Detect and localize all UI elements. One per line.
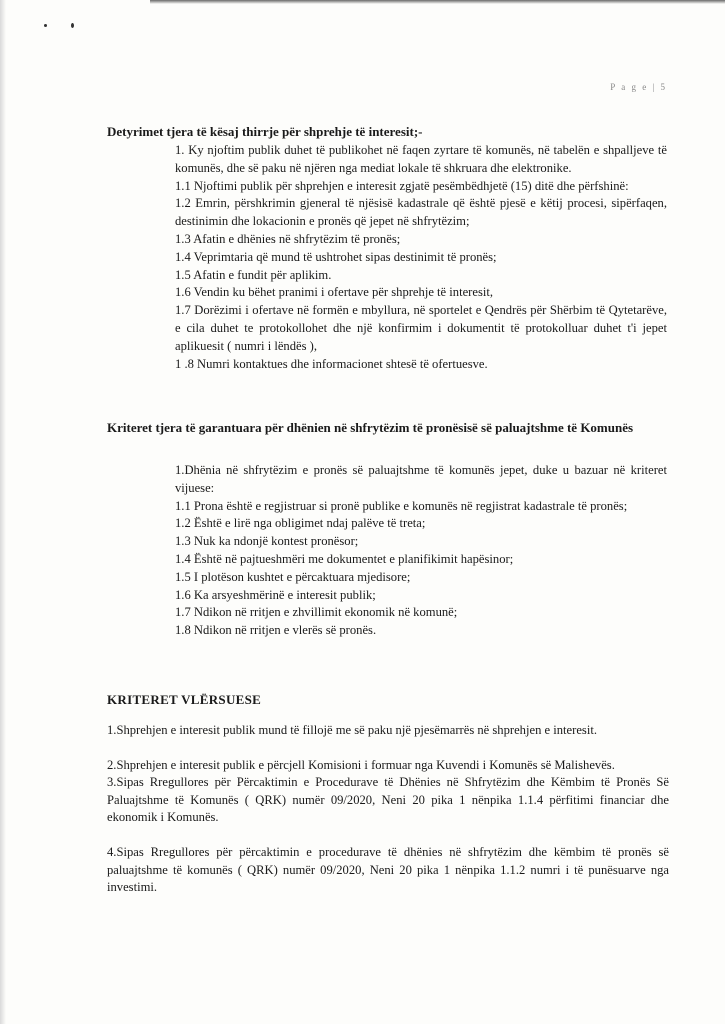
list-item: 1.5 I plotëson kushtet e përcaktuara mjedisore; — [175, 569, 411, 584]
section2-list — [175, 462, 667, 640]
list-item: 1.8 Ndikon në rritjen e vlerës së pronës. — [175, 623, 377, 638]
section1-list — [175, 142, 667, 373]
scan-left-edge — [0, 0, 6, 1024]
list-item: 1.4 Veprimtaria që mund të ushtrohet sipas destinimit të pronës; — [175, 249, 497, 264]
list-item: 1.5 Afatin e fundit për aplikim. — [175, 267, 332, 282]
list-item: 1.7 Ndikon në rritjen e zhvillimit ekonomik në komunë; — [175, 605, 458, 620]
list-item: 1.2 Emrin, përshkrimin gjeneral të njësisë kadastrale që është pjesë e këtij procesi, sipërfaqen, destinimin dhe lokacionin e pronës që jepet në shfrytëzim; — [175, 196, 667, 229]
list-item: 1.1 Njoftimi publik për shprehjen e interesit zgjatë pesëmbëdhjetë (15) ditë dhe përfshinë: — [175, 178, 629, 193]
list-item: 4.Sipas Rregullores për përcaktimin e procedurave të dhënies në shfrytëzim dhe këmbim të pronës së paluajtshme të komunës ( QRK) numër 09/2020, Neni 20 pika 1 nënpika 1.1.2 numri i të punësuarve nga investimi. — [107, 844, 669, 895]
list-item: 1.4 Është në pajtueshmëri me dokumentet e planifikimit hapësinor; — [175, 551, 514, 566]
list-item: 1. Ky njoftim publik duhet të publikohet në faqen zyrtare të komunës, në tabelën e shpalljeve të komunës, dhe së paku në njëren nga mediat lokale të shkruara dhe elektronike. — [175, 143, 667, 175]
list-item: 1.1 Prona është e regjistruar si pronë publike e komunës në regjistrat kadastrale të pronës; — [175, 498, 628, 513]
scan-speck — [71, 23, 74, 28]
list-item: 2.Shprehjen e interesit publik e përcjell Komisioni i formuar nga Kuvendi i Komunës së Malishevës. — [107, 757, 615, 772]
list-item: 3.Sipas Rregullores për Përcaktimin e Procedurave të Dhënies në Shfrytëzim dhe Këmbim të Pronës Së Paluajtshme të Komunës ( QRK) numër 09/2020, Neni 20 pika 1 nënpika 1.1.4 përfitimi financiar dhe ekonomik i Komunës. — [107, 775, 669, 825]
scan-speck — [44, 24, 47, 27]
list-item: 1.2 Është e lirë nga obligimet ndaj palëve të treta; — [175, 516, 426, 531]
section3-list — [107, 722, 669, 897]
list-item: 1 .8 Numri kontaktues dhe informacionet shtesë të ofertuesve. — [175, 356, 488, 371]
list-item: 1.3 Nuk ka ndonjë kontest pronësor; — [175, 534, 359, 549]
section2-title: Kriteret tjera të garantuara për dhënien në shfrytëzim të pronësisë së paluajtshme të Komunës — [107, 420, 634, 435]
page-number: P a g e | 5 — [610, 82, 667, 92]
list-item: 1.7 Dorëzimi i ofertave në formën e mbyllura, në sportelet e Qendrës për Shërbim të Qytetarëve, e cila duhet te protokollohet dhe një konfirmim i dokumentit të protokolluar duhet t'i jepet aplikuesit ( numri i lëndës ), — [175, 303, 667, 353]
list-item: 1.6 Ka arsyeshmërinë e interesit publik; — [175, 587, 376, 602]
list-item: 1.3 Afatin e dhënies në shfrytëzim të pronës; — [175, 231, 401, 246]
section1-title: Detyrimet tjera të kësaj thirrje për shprehje të interesit;- — [107, 124, 423, 139]
section3-title: KRITERET VLËRSUESE — [107, 692, 262, 707]
list-item: 1.Dhënia në shfrytëzim e pronës së paluajtshme të komunës jepet, duke u bazuar në kriteret vijuese: — [175, 463, 667, 495]
list-item: 1.Shprehjen e interesit publik mund të fillojë me së paku një pjesëmarrës në shprehjen e interesit. — [107, 723, 597, 737]
scan-top-shadow — [150, 0, 725, 4]
list-item: 1.6 Vendin ku bëhet pranimi i ofertave për shprehje të interesit, — [175, 285, 494, 300]
